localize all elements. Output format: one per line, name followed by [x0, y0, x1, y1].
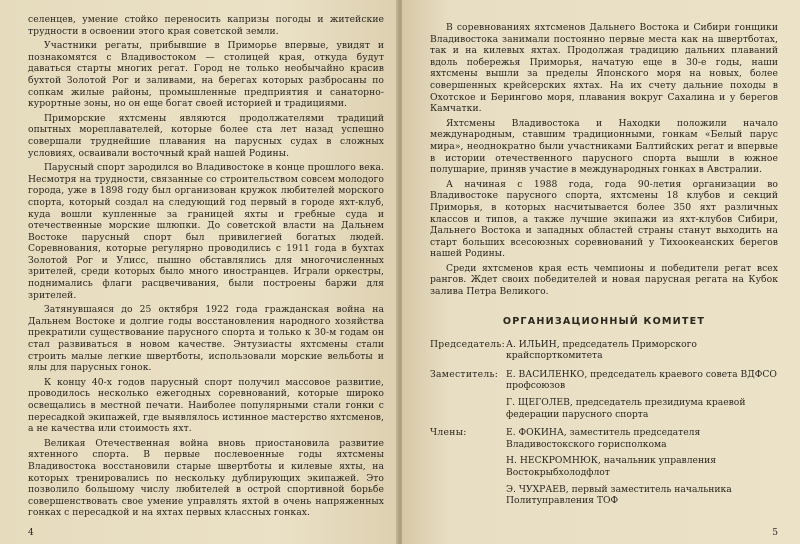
committee-role: Заместитель:: [430, 368, 499, 380]
committee-list: [430, 339, 778, 507]
left-page-text: [28, 14, 384, 519]
paragraph: селенцев, умение стойко переносить капризы погоды и житейские трудности в освоении этого края советской земли.: [28, 14, 384, 37]
committee-member: Е. ФОКИНА, заместитель председателя Владивостокского горисполкома: [506, 427, 701, 450]
committee-member: Н. НЕСКРОМНЮК, начальник управления Востокрыбхолодфлот: [506, 455, 717, 478]
committee-role: Председатель:: [430, 338, 506, 350]
right-page: [402, 0, 800, 544]
right-page-text: [430, 22, 778, 298]
paragraph: А начиная с 1988 года, года 90-летия организации во Владивостоке парусного спорта, яхтсмены 18 клубов и секций Приморья, в которых насчитывается более 350 яхт различных классов и типов, а также лучшие экипажи из яхт-клубов Сибири, Дальнего Востока и западных областей страны станут выходить на старт больших всесоюзных соревнований у Тихоокеанских берегов нашей Родины.: [430, 178, 778, 260]
paragraph: Парусный спорт зародился во Владивостоке в конце прошлого века. Несмотря на трудности, связанные со строительством совсем молодого города, уже в 1898 году был организован кружок любителей морского спорта, который создал на следующий год первый в городе яхт-клуб, куда вошли купленные за границей яхты и гребные суда и отечественные морские шлюпки. До советской власти на Дальнем Востоке парусный спорт был привилегией богатых людей. Соревнования, которые регулярно проводились с 1911 года в бухтах Золотой Рог и Улисс, пышно обставлялись для многочисленных зрителей, среди которых было много иностранцев. Играли оркестры, поднимались флаги расцвечивания, были построены баржи для зрителей.: [28, 162, 384, 301]
committee-group: [430, 339, 778, 362]
committee-members: [506, 369, 778, 420]
committee-title: ОРГАНИЗАЦИОННЫЙ КОМИТЕТ: [502, 315, 706, 327]
committee-group: [430, 427, 778, 507]
paragraph: Участники регаты, прибывшие в Приморье впервые, увидят и познакомятся с Владивостоком — столицей края, откуда будут даваться старты многих регат. Город не только необычайно красив бухтой Золотой Рог и заливами, на берегах которых разбросаны по сопкам жилые районы, промышленные предприятия и санаторно-курортные зоны, но он еще богат своей историей и традициями.: [28, 40, 384, 110]
committee-member: Г. ЩЕГОЛЕВ, председатель президиума краевой федерации парусного спорта: [506, 397, 746, 420]
paragraph: Великая Отечественная война вновь приостановила развитие яхтенного спорта. В первые послевоенные годы яхтсмены Владивостока восстановили старые швертботы и килевые яхты, на которых тренировались по нескольку дублирующих экипажей. Это позволило большому числу любителей в острой спортивной борьбе совершенствовать свое умение управлять яхтой в очень напряженных гонках с пересадкой и на яхтах первых классных гонках.: [28, 437, 384, 519]
committee-role: Члены:: [430, 427, 467, 439]
page-number-right: 5: [772, 528, 778, 538]
paragraph: В соревнованиях яхтсменов Дальнего Востока и Сибири гонщики Владивостока занимали постоянно первые места как на швертботах, так и на килевых яхтах. Продолжая традицию дальних плаваний вдоль побережья Приморья, начатую еще в 30-е годы, наши яхтсмены вышли за пределы Японского моря на новых, более совершенных крейсерских яхтах. На их счету дальние походы в Охотское и Берингово моря, плавания вокруг Сахалина и у берегов Камчатки.: [430, 22, 778, 115]
paragraph: Приморские яхтсмены являются продолжателями традиций опытных мореплавателей, которые более ста лет назад успешно совершали труднейшие плавания на парусных судах в сложных условиях, осваивали восточный край нашей Родины.: [28, 112, 384, 159]
committee-members: [506, 427, 778, 507]
paragraph: Среди яхтсменов края есть чемпионы и победители регат всех рангов. Ждет своих победителей и новая парусная регата на Кубок залива Петра Великого.: [430, 262, 778, 298]
committee-member: Е. ВАСИЛЕНКО, председатель краевого совета ВДФСО профсоюзов: [506, 368, 777, 392]
committee-member: А. ИЛЬИН, председатель Приморского крайспорткомитета: [506, 338, 697, 362]
left-page: [0, 0, 398, 544]
paragraph: Затянувшаяся до 25 октября 1922 года гражданская война на Дальнем Востоке и долгие годы восстановления народного хозяйства прекратили существование парусного спорта и только к 30-м годам он стал развиваться в новом качестве. Энтузиасты яхтсмены стали строить малые легкие швертботы, использовали морские вельботы и ялы для парусных гонок.: [28, 304, 384, 374]
committee-group: [430, 369, 778, 420]
committee-member: Э. ЧУХРАЕВ, первый заместитель начальника Политуправления ТОФ: [506, 483, 732, 507]
committee-members: [506, 339, 778, 362]
paragraph: Яхтсмены Владивостока и Находки положили начало международным, ставшим традиционными, гонкам «Белый парус мира», неоднократно были участниками Балтийских регат и впервые в истории отечественного парусного спорта вышли в южное полушарие, приняв участие в международных гонках в Австралии.: [430, 117, 778, 176]
page-number-left: 4: [28, 528, 34, 538]
paragraph: К концу 40-х годов парусный спорт получил массовое развитие, проводилось несколько ежегодных соревнований, которые широко освещались в местной печати. Наиболее популярными стали гонки с пересадкой экипажей, где выявлялось истинное мастерство яхтсменов, а не качества или стоимость яхт.: [28, 376, 384, 435]
